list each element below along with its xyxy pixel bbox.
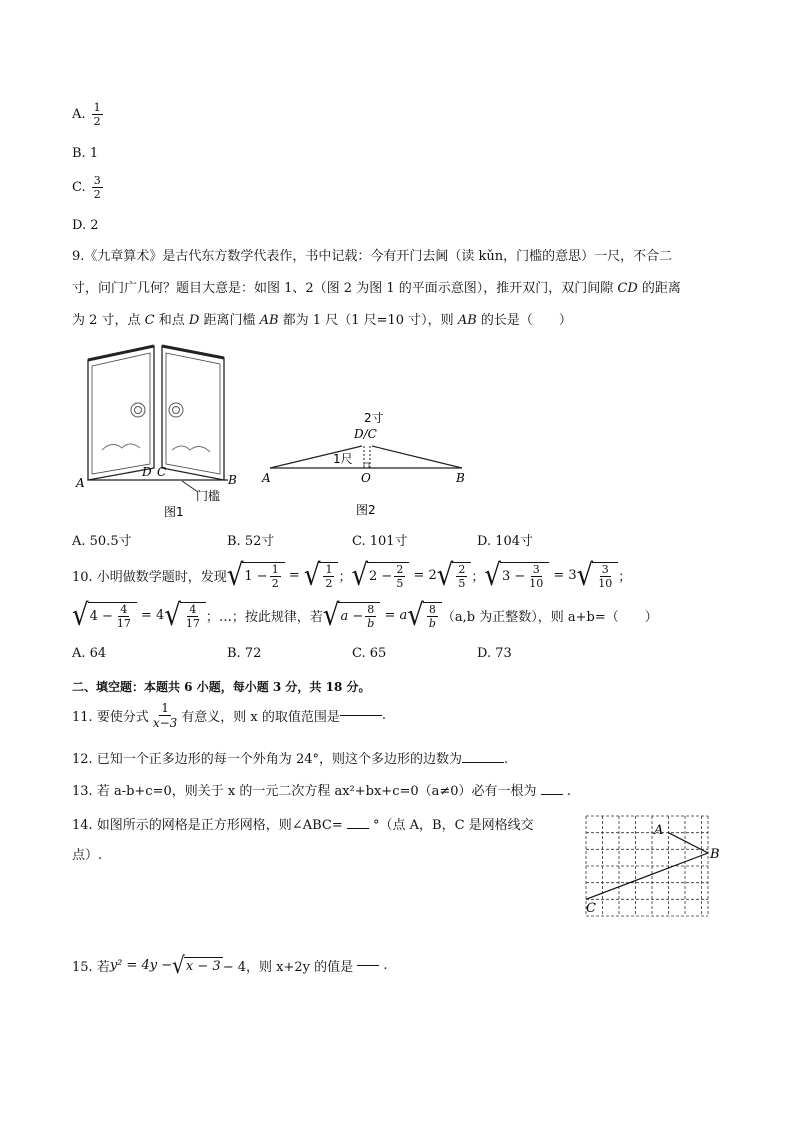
q9-option-d: D. 104寸 — [477, 534, 534, 549]
fig2-label-a: A — [262, 471, 271, 485]
grid-lines — [586, 816, 708, 916]
fig2-label-o: O — [361, 471, 371, 485]
q10-line1: 10. 小明做数学题时，发现 √ 1 − $\frac{1}{2}$ = √ $\frac{1}{2}$ ； √ 2 − $\frac{2}{5}$ = 2 √ $\frac{2}{5}$ ； √ 3 − $\frac{3}{10}$ = 3 √ $\frac{3}{10}$ ； — [72, 558, 632, 593]
right-angle-mark — [364, 463, 369, 468]
numerator: 1 — [161, 701, 169, 715]
q12 — [72, 748, 508, 767]
fraction — [151, 702, 179, 729]
text: . — [503, 752, 509, 767]
answer-blank[interactable] — [347, 828, 369, 829]
text: − 4，则 x+2y 的值是 — [222, 959, 354, 975]
answer-blank[interactable] — [462, 762, 504, 763]
option-label: A. — [72, 107, 86, 122]
q10-option-d: D. 73 — [477, 646, 512, 661]
denominator: x−3 — [152, 716, 178, 730]
q8-option-a — [72, 102, 105, 127]
text: 的长是（ ） — [476, 313, 572, 328]
q10-line2: √ 4 − $\frac{4}{17}$ = 4 √ $\frac{4}{17}$ ；…；按此规律，若 √ a − $\frac{8}{b}$ = a √ $\frac{8}{b}$ （a,b 为正整数），则 a+b=（ ） — [72, 598, 658, 633]
radicand: x − 3 — [185, 958, 221, 974]
text: 和点 — [154, 313, 189, 328]
radical: √ 1 − $\frac{1}{2}$ — [227, 562, 285, 589]
q8-option-d: D. 2 — [72, 218, 99, 233]
text: °（点 A，B，C 是网格线交 — [373, 818, 534, 833]
q9-figure2 — [260, 408, 480, 520]
separator: ； — [618, 570, 632, 585]
radical: √ $\frac{4}{17}$ — [164, 602, 206, 629]
separator: ； — [471, 570, 485, 585]
q8-option-c — [72, 175, 105, 200]
radical: √ x − 3 — [172, 951, 221, 979]
text: 14. 如图所示的网格是正方形网格，则∠ABC= — [72, 818, 343, 833]
q11 — [72, 702, 386, 729]
radical: √ a − $\frac{8}{b}$ — [323, 602, 380, 629]
q14-line2: 点）. — [72, 848, 103, 863]
right-door — [162, 346, 224, 480]
var-ab: AB — [457, 313, 477, 328]
fig1-label-d: D — [142, 465, 152, 479]
fig2-label-chi: 1尺 — [333, 452, 353, 466]
fig2-label-top: 2寸 — [364, 411, 384, 425]
text: 为 2 寸，点 — [72, 313, 145, 328]
fig1-sill-label: 门槛 — [196, 489, 221, 503]
answer-blank[interactable] — [357, 965, 379, 966]
var-cd: CD — [617, 281, 638, 296]
section-heading: 二、填空题：本题共 6 小题，每小题 3 分，共 18 分。 — [72, 680, 371, 694]
separator: ； — [338, 570, 352, 585]
segment-cb — [586, 853, 708, 899]
fig2-caption: 图2 — [356, 503, 376, 517]
q9-line1: 9.《九章算术》是古代东方数学代表作，书中记载：今有开门去阃（读 kǔn，门槛的意思）一尺，不合二 — [72, 249, 673, 264]
q10-option-b: B. 72 — [227, 646, 262, 661]
option-label: C. — [72, 180, 86, 195]
q14-line1 — [72, 814, 534, 833]
denominator: 2 — [93, 188, 101, 201]
text: . — [383, 957, 388, 973]
text: 有意义，则 x 的取值范围是 — [181, 710, 340, 725]
text: 的距离 — [637, 281, 681, 296]
fig1-label-a: A — [76, 476, 85, 490]
text: 距离门槛 — [199, 313, 260, 328]
text: 13. 若 a-b+c=0，则关于 x 的一元二次方程 ax²+bx+c=0（a≠0）必有一根为 — [72, 784, 537, 799]
fig2-label-dc: D/C — [354, 427, 377, 441]
q9-option-a: A. 50.5寸 — [72, 534, 132, 549]
fig2-label-b: B — [456, 471, 465, 485]
answer-blank[interactable] — [340, 715, 382, 716]
q13 — [72, 780, 571, 799]
radical: √ 4 − $\frac{4}{17}$ — [72, 602, 137, 629]
text: 11. 要使分式 — [72, 710, 149, 725]
grid-label-c: C — [586, 901, 596, 916]
text: ；…；按此规律，若 — [205, 610, 323, 625]
answer-blank[interactable] — [541, 794, 563, 795]
numerator: 1 — [93, 101, 101, 114]
q15 — [72, 951, 388, 979]
q9-option-b: B. 52寸 — [227, 534, 275, 549]
equation: y² = 4y − — [109, 957, 173, 973]
q9-line2 — [72, 278, 681, 300]
grid-label-b: B — [710, 847, 720, 862]
radical: √ $\frac{8}{b}$ — [407, 602, 442, 629]
text: 10. 小明做数学题时，发现 — [72, 570, 227, 585]
text: . — [381, 708, 387, 723]
text: 寸，问门广几何？题目大意是：如图 1、2（图 2 为图 1 的平面示意图），推开双门，双门间隙 — [72, 281, 618, 296]
radical: √ 2 − $\frac{2}{5}$ — [351, 562, 409, 589]
q14-grid-figure — [578, 808, 728, 924]
text: 12. 已知一个正多边形的每一个外角为 24°，则这个多边形的边数为 — [72, 752, 462, 767]
fig1-caption: 图1 — [164, 505, 184, 519]
fraction — [92, 175, 103, 200]
text: （a,b 为正整数），则 a+b=（ ） — [441, 610, 658, 625]
segment-ab — [669, 833, 709, 853]
fig1-label-b: B — [228, 473, 237, 487]
text: 都为 1 尺（1 尺=10 寸），则 — [278, 313, 458, 328]
var-ab: AB — [259, 313, 279, 328]
var-c: C — [144, 313, 155, 328]
radical: √ $\frac{1}{2}$ — [304, 562, 339, 589]
q9-line3 — [72, 310, 572, 332]
q9-option-c: C. 101寸 — [352, 534, 408, 549]
denominator: 2 — [93, 115, 101, 128]
q10-option-a: A. 64 — [72, 646, 107, 661]
q9-figure1 — [72, 340, 242, 520]
radical: √ 3 − $\frac{3}{10}$ — [484, 562, 549, 589]
text: 15. 若 — [72, 959, 110, 975]
fraction — [92, 102, 103, 127]
var-d: D — [188, 313, 200, 328]
radical: √ $\frac{3}{10}$ — [577, 562, 619, 589]
grid-label-a: A — [654, 823, 664, 838]
text: . — [566, 784, 571, 799]
numerator: 3 — [93, 174, 101, 187]
radical: √ $\frac{2}{5}$ — [437, 562, 472, 589]
q8-option-b: B. 1 — [72, 146, 99, 161]
q10-option-c: C. 65 — [352, 646, 387, 661]
segment-cb — [372, 446, 462, 468]
fig1-label-c: C — [157, 465, 167, 479]
